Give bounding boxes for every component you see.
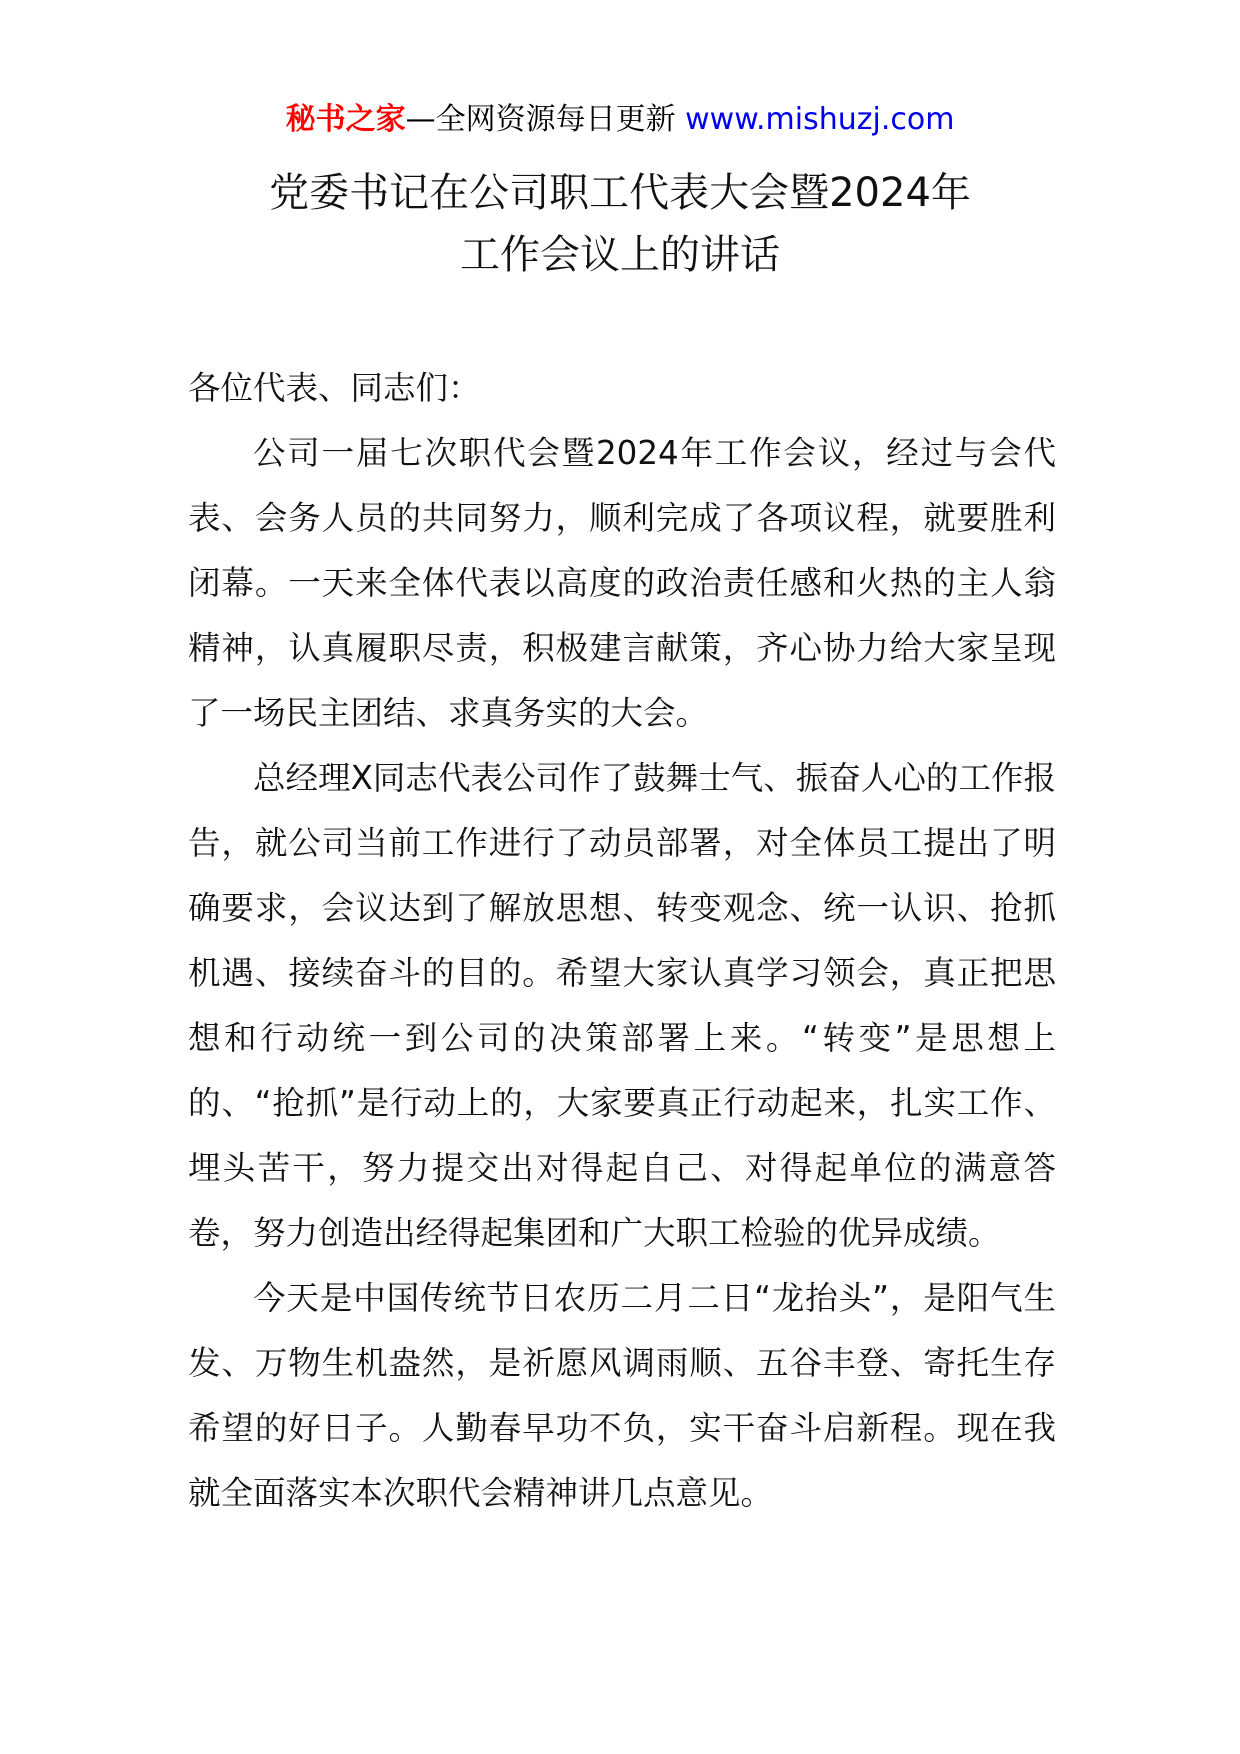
brand-slogan: —全网资源每日更新 xyxy=(405,102,686,137)
brand-name: 秘书之家 xyxy=(285,102,406,137)
paragraph-2: 总经理X同志代表公司作了鼓舞士气、振奋人心的工作报告，就公司当前工作进行了动员部署，对全体员工提出了明确要求，会议达到了解放思想、转变观念、统一认识、抢抓机遇、接续奋斗的目的。希望大家认真学习领会，真正把思想和行动统一到公司的决策部署上来。“转变”是思想上的、“抢抓”是行动上的，大家要真正行动起来，扎实工作、埋头苦干，努力提交出对得起自己、对得起单位的满意答卷，努力创造出经得起集团和广大职工检验的优异成绩。 xyxy=(188,759,1056,1252)
title-line-1: 党委书记在公司职工代表大会暨2024年 xyxy=(269,170,971,216)
title-line-2: 工作会议上的讲话 xyxy=(460,232,780,278)
paragraph-1: 公司一届七次职代会暨2024年工作会议，经过与会代表、会务人员的共同努力，顺利完成了各项议程，就要胜利闭幕。一天来全体代表以高度的政治责任感和火热的主人翁精神，认真履职尽责，积极建言献策，齐心协力给大家呈现了一场民主团结、求真务实的大会。 xyxy=(188,434,1056,732)
salutation: 各位代表、同志们： xyxy=(188,369,481,407)
paragraph-3: 今天是中国传统节日农历二月二日“龙抬头”，是阳气生发、万物生机盎然，是祈愿风调雨顺、五谷丰登、寄托生存希望的好日子。人勤春早功不负，实干奋斗启新程。现在我就全面落实本次职代会精神讲几点意见。 xyxy=(188,1279,1056,1512)
site-link[interactable]: www.mishuzj.com xyxy=(685,102,955,137)
document-title xyxy=(0,162,1240,286)
watermark-header xyxy=(0,100,1240,140)
document-body xyxy=(188,356,1056,1526)
